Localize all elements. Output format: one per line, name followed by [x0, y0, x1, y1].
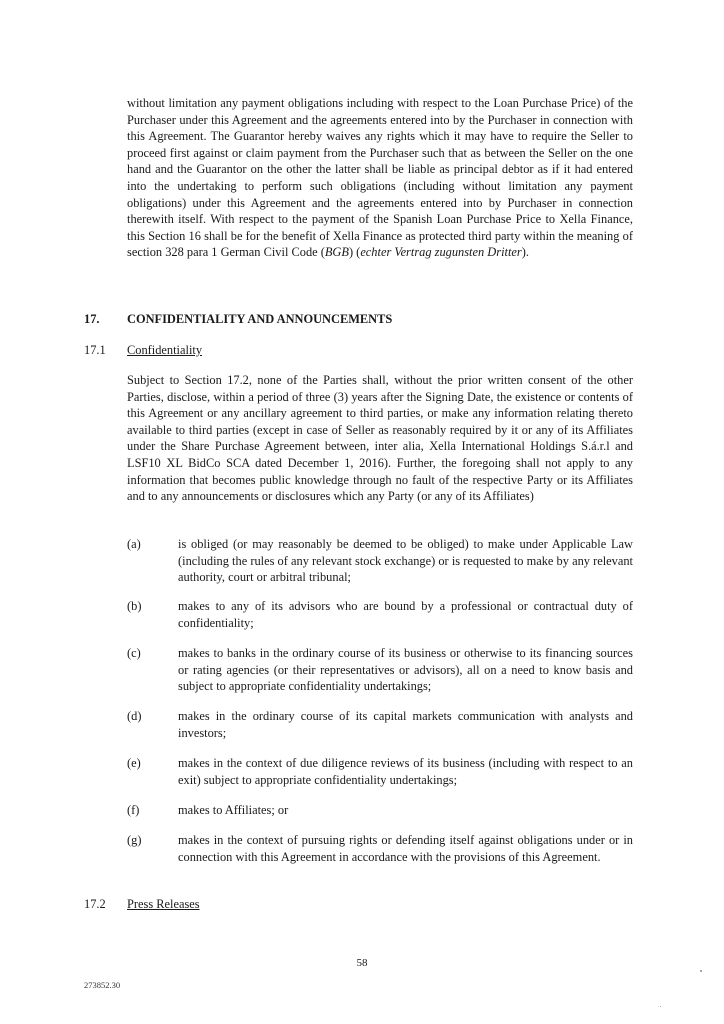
item-d-text: makes in the ordinary course of its capital markets communication with analysts and investors; [178, 709, 633, 740]
document-id: 273852.30 [84, 980, 121, 990]
section-17-title: CONFIDENTIALITY AND ANNOUNCEMENTS [127, 312, 393, 326]
intro-paragraph [127, 95, 633, 261]
scan-speck [700, 970, 702, 972]
section-17-1-title: Confidentiality [127, 343, 203, 357]
item-a-label: (a) [127, 537, 141, 551]
section-17-1-number: 17.1 [84, 343, 106, 357]
item-b-text: makes to any of its advisors who are bound by a professional or contractual duty of confidentiality; [178, 599, 633, 630]
item-a-text: is obliged (or may reasonably be deemed to be obliged) to make under Applicable Law (including the rules of any relevant stock exchange) or is requested to make by any relevant authority, court or arbitral tribunal; [178, 537, 633, 585]
scan-speck [660, 1006, 661, 1007]
echter-term: echter Vertrag zugunsten Dritter [360, 245, 522, 260]
item-d-label: (d) [127, 709, 142, 723]
item-b-label: (b) [127, 599, 142, 613]
section-17-1-body: Subject to Section 17.2, none of the Parties shall, without the prior written consent of the other Parties, disclose, within a period of three (3) years after the Signing Date, the existence or contents of this Agreement or any ancillary agreement to third parties, or make any information relating thereto available to third parties (except in case of Seller as reasonably required by it or any of its Affiliates under the Share Purchase Agreement between, inter alia, Xella International Holdings S.á.r.l and LSF10 XL BidCo SCA dated December 1, 2016). Further, the foregoing shall not apply to any information that becomes public knowledge through no fault of the respective Party or its Affiliates and to any announcements or disclosures which any Party (or any of its Affiliates) [127, 373, 633, 504]
item-c-text: makes to banks in the ordinary course of its business or otherwise to its financing sources or rating agencies (or their representatives or advisors), all on a need to know basis and subject to appropriate confidentiality undertakings; [178, 646, 633, 694]
intro-text: without limitation any payment obligations including with respect to the Loan Purchase Price) of the Purchaser under this Agreement and the agreements entered into by the Purchaser in connection with this Agreement. The Guarantor hereby waives any rights which it may have to require the Seller to proceed first against or claim payment from the Purchaser such that as between the Seller on the one hand and the Guarantor on the other the latter shall be liable as principal debtor as if it had entered into the undertaking to perform such obligations (including without limitation any payment obligations) under this Agreement and the agreements entered into by Purchaser in connection therewith itself. With respect to the payment of the Spanish Loan Purchase Price to Xella Finance, this Section 16 shall be for the benefit of Xella Finance as protected third party within the meaning of section 328 para 1 German Civil Code ( [127, 96, 633, 260]
item-e-text: makes in the context of due diligence reviews of its business (including with respect to an exit) subject to appropriate confidentiality undertakings; [178, 756, 633, 787]
item-c-label: (c) [127, 646, 141, 660]
intro-mid: ) ( [348, 245, 361, 260]
section-17-2-title: Press Releases [127, 897, 200, 911]
item-g-text: makes in the context of pursuing rights or defending itself against obligations under or in connection with this Agreement in accordance with the provisions of this Agreement. [178, 833, 633, 864]
item-f-text: makes to Affiliates; or [178, 803, 289, 817]
page-number: 58 [356, 957, 368, 969]
section-17-number: 17. [84, 312, 100, 326]
intro-end: ). [521, 245, 529, 260]
item-f-label: (f) [127, 803, 140, 817]
item-g-label: (g) [127, 833, 142, 847]
item-e-label: (e) [127, 756, 141, 770]
bgb-term: BGB [324, 245, 349, 260]
section-17-2-number: 17.2 [84, 897, 106, 911]
